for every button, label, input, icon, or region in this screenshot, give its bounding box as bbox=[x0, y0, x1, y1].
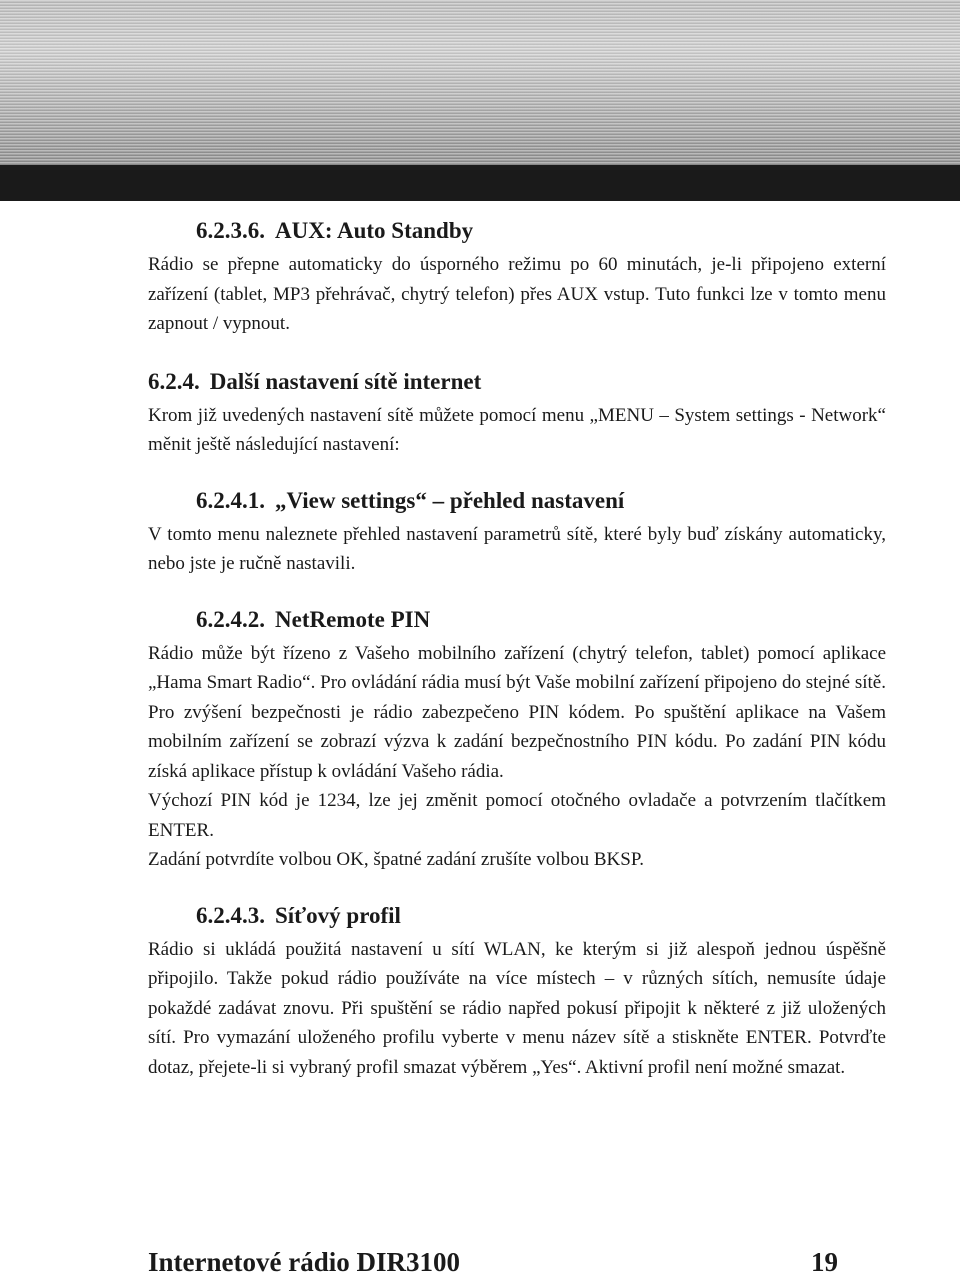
footer-title: Internetové rádio DIR3100 bbox=[148, 1247, 460, 1277]
section-heading bbox=[196, 601, 886, 639]
section-heading bbox=[196, 482, 886, 520]
header-band bbox=[0, 0, 960, 165]
section-paragraph: Výchozí PIN kód je 1234, lze jej změnit pomocí otočného ovladače a potvrzením tlačítkem ENTER. bbox=[148, 790, 886, 841]
section-paragraph: Rádio si ukládá použitá nastavení u sítí WLAN, ke kterým si již alespoň jednou úspěšně připojilo. Takže pokud rádio používáte na více místech – v různých sítích, nemusíte údaje pokaždé zadávat znovu. Při spuštění se rádio napřed pokusí připojit k některé z již uložených sítí. Pro vymazání uloženého profilu vyberte v menu název sítě a stiskněte ENTER. Potvrďte dotaz, přejete-li si vybraný profil smazat výběrem „Yes“. Aktivní profil není možné smazat. bbox=[148, 938, 886, 1078]
section-paragraph: Rádio se přepne automaticky do úsporného režimu po 60 minutách, je-li připojeno externí zařízení (tablet, MP3 přehrávač, chytrý telefon) přes AUX vstup. Tuto funkci lze v tomto menu zapnout / vypnout. bbox=[148, 254, 886, 334]
section-number: 6.2.3.6. bbox=[196, 218, 265, 243]
section-paragraph: V tomto menu naleznete přehled nastavení parametrů sítě, které byly buď získány automaticky, nebo jste je ručně nastavili. bbox=[148, 523, 886, 574]
section-paragraph: Krom již uvedených nastavení sítě můžete pomocí menu „MENU – System settings - Network“ měnit ještě následující nastavení: bbox=[148, 404, 886, 455]
section-heading bbox=[148, 363, 886, 401]
section-title: NetRemote PIN bbox=[275, 606, 431, 632]
section-number: 6.2.4.1. bbox=[196, 487, 265, 513]
section-title: „View settings“ – přehled nastavení bbox=[275, 487, 625, 513]
section-heading bbox=[196, 897, 886, 935]
section-number: 6.2.4.2. bbox=[196, 606, 265, 632]
section-number: 6.2.4.3. bbox=[196, 902, 265, 928]
section-paragraph: Zadání potvrdíte volbou OK, špatné zadání zrušíte volbou BKSP. bbox=[148, 849, 645, 870]
section-title: Další nastavení sítě internet bbox=[209, 368, 482, 394]
page-content bbox=[148, 212, 886, 1082]
section-title: AUX: Auto Standby bbox=[275, 218, 474, 243]
section-heading bbox=[196, 212, 886, 250]
page-number: 19 bbox=[811, 1247, 838, 1277]
section-number: 6.2.4. bbox=[148, 368, 200, 394]
section-paragraph: Rádio může být řízeno z Vašeho mobilního zařízení (chytrý telefon, tablet) pomocí aplikace „Hama Smart Radio“. Pro ovládání rádia musí být Vaše mobilní zařízení připojeno do stejné sítě. Pro zvýšení bezpečnosti je rádio zabezpečeno PIN kódem. Po spuštění aplikace na Vašem mobilním zařízení se zobrazí výzva k zadání bezpečnostního PIN kódu. Po zadání PIN kódu získá aplikace přístup k ovládání Vašeho rádia. bbox=[148, 642, 886, 782]
page-footer bbox=[148, 1245, 838, 1279]
section-title: Síťový profil bbox=[275, 902, 401, 928]
header-dark-bar bbox=[0, 165, 960, 201]
